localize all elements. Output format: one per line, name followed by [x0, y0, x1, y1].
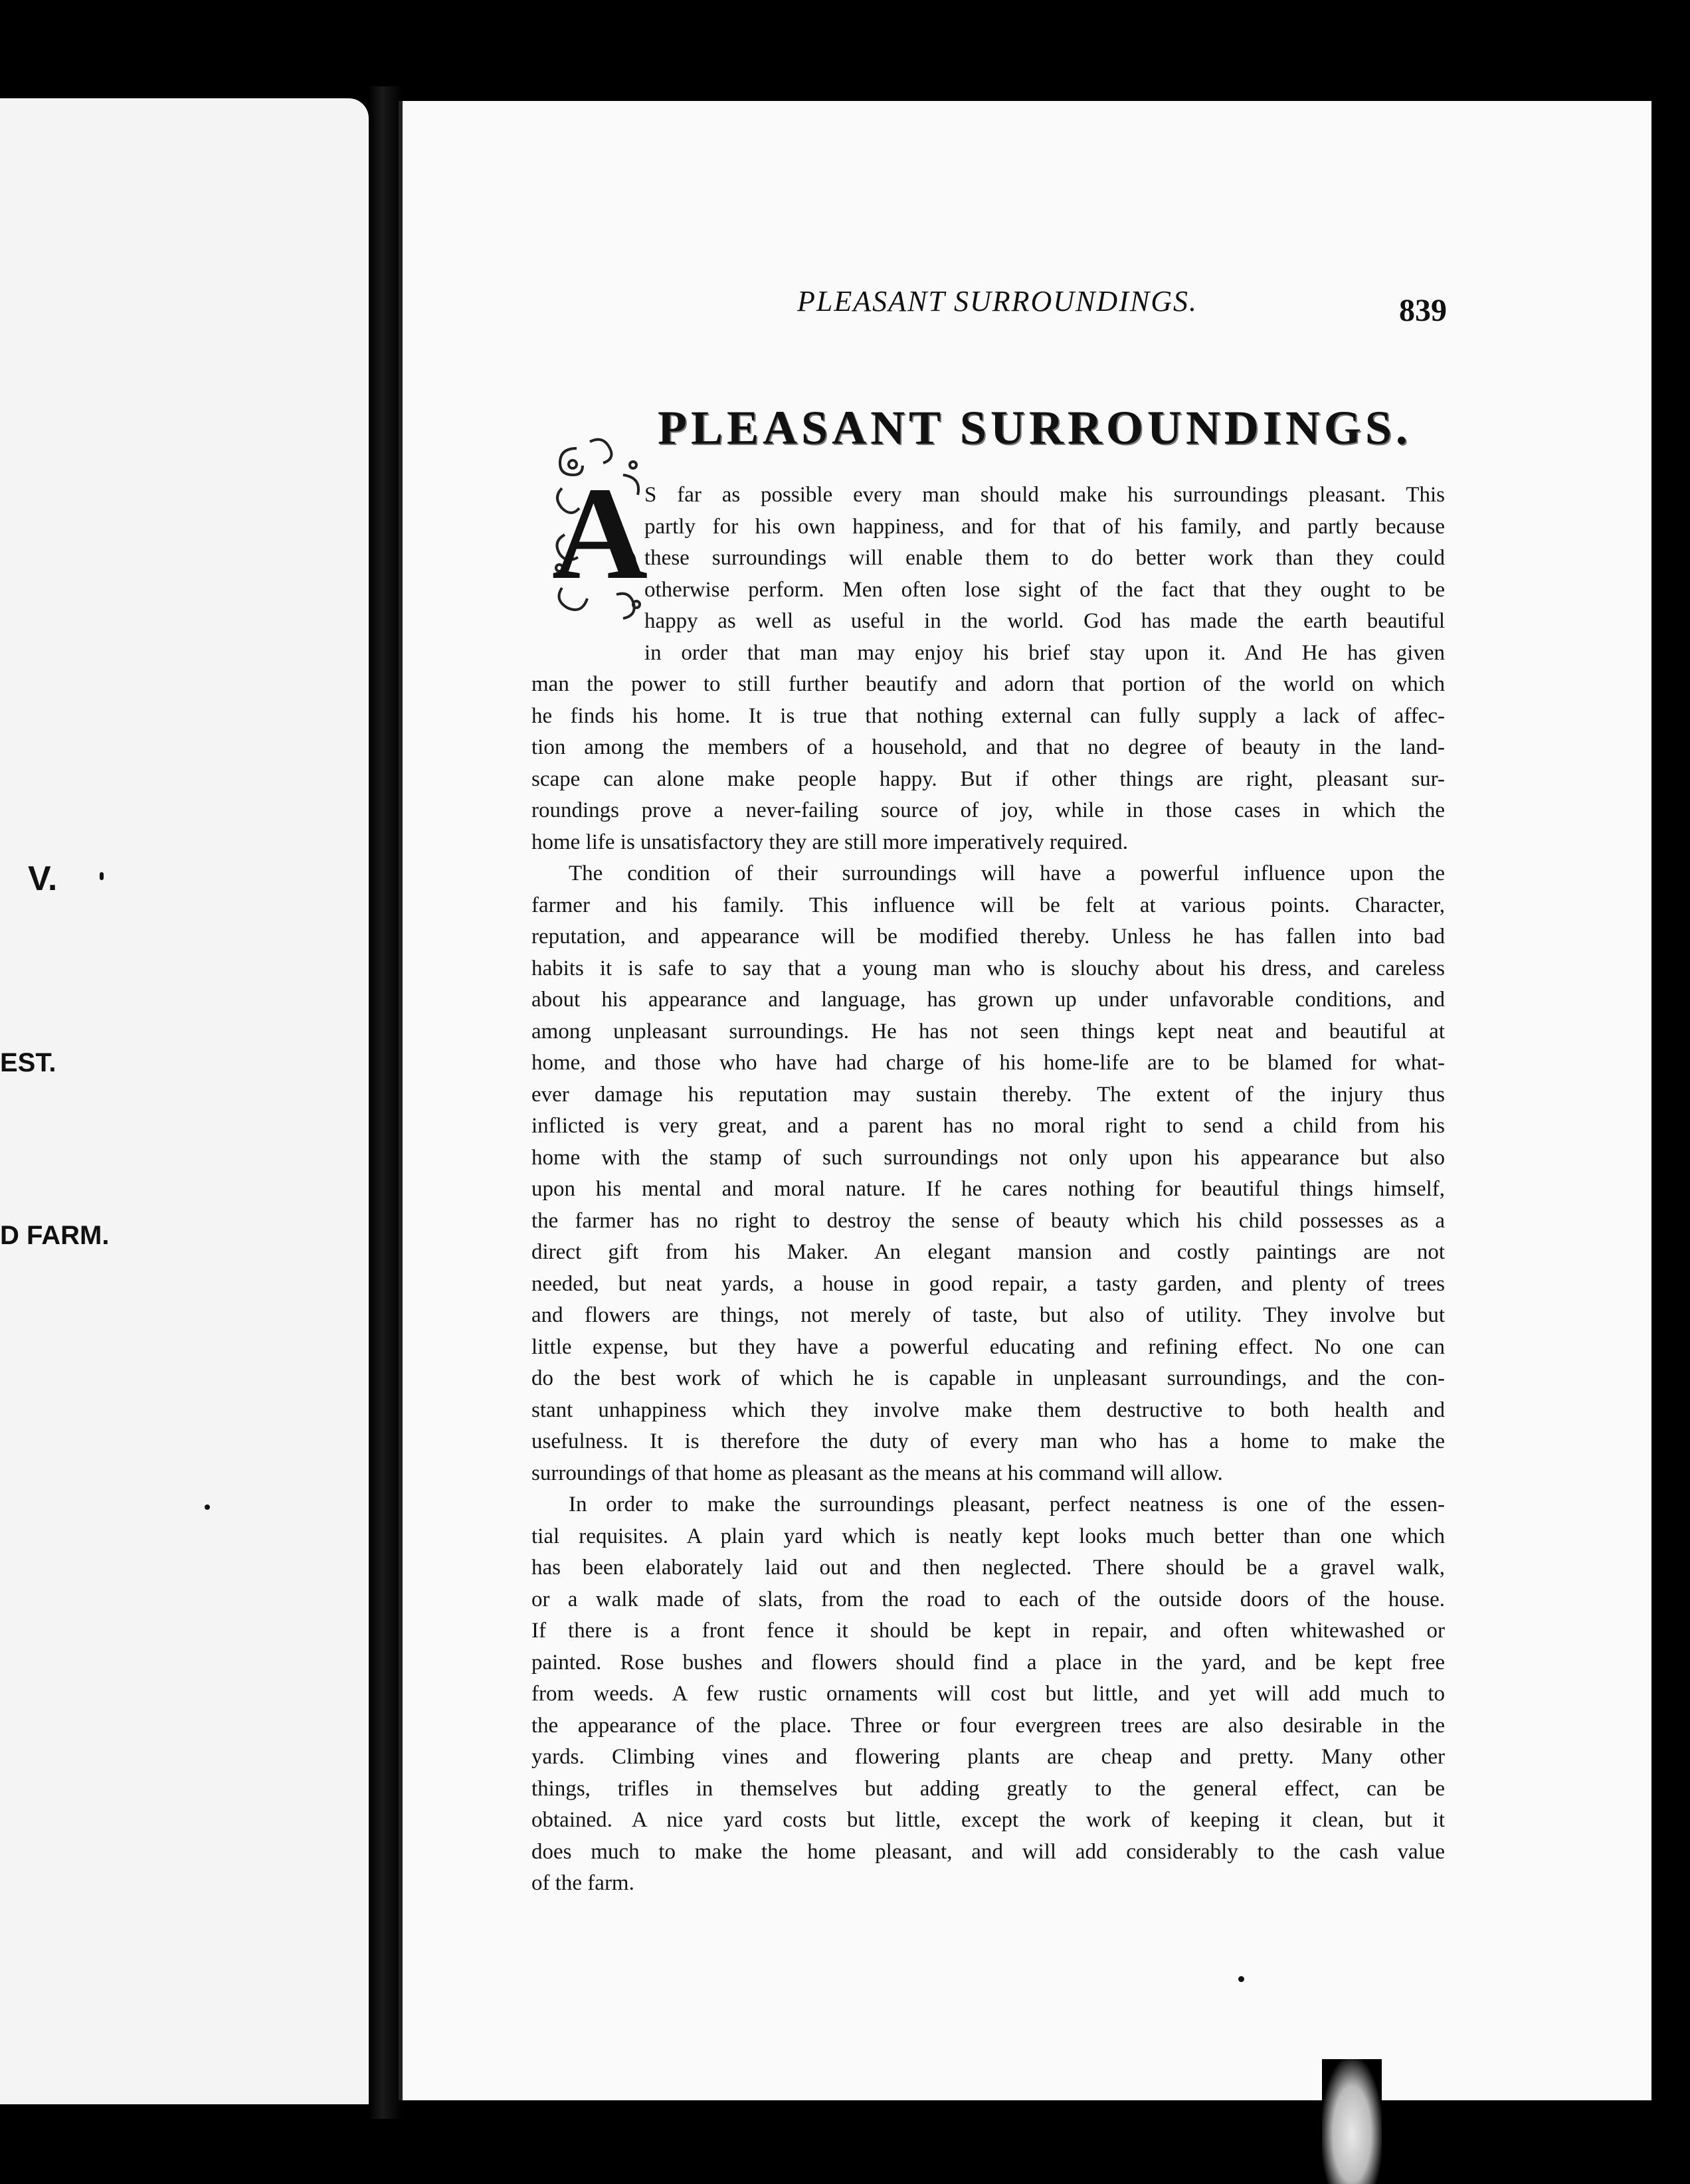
- left-page-fragment-roman: V.: [28, 860, 58, 898]
- text-line: home, and those who have had charge of his home-life are to be blamed for what-: [531, 1051, 1445, 1075]
- text-line: home life is unsatisfactory they are still more imperatively required.: [531, 830, 1129, 854]
- article-body: [531, 480, 1445, 1900]
- running-head: PLEASANT SURROUNDINGS.: [797, 285, 1198, 318]
- text-line: about his appearance and language, has grown up under unfavorable conditions, and: [531, 988, 1445, 1012]
- text-line: the appearance of the place. Three or four evergreen trees are also desirable in the: [531, 1713, 1445, 1738]
- text-line: upon his mental and moral nature. If he cares nothing for beautiful things himself,: [531, 1177, 1445, 1201]
- drop-cap-letter: A: [551, 460, 648, 607]
- text-line: or a walk made of slats, from the road to each of the outside doors of the house.: [531, 1587, 1445, 1611]
- text-line: yards. Climbing vines and flowering plants are cheap and pretty. Many other: [531, 1745, 1445, 1769]
- text-line: things, trifles in themselves but adding greatly to the general effect, can be: [531, 1776, 1445, 1801]
- paragraph: [531, 858, 1445, 1489]
- scan-smudge: [1322, 2059, 1382, 2184]
- text-line: needed, but neat yards, a house in good repair, a tasty garden, and plenty of trees: [531, 1271, 1445, 1296]
- left-page-fragment-est: EST.: [0, 1048, 56, 1077]
- page-number: 839: [1399, 293, 1447, 328]
- text-line: tion among the members of a household, and that no degree of beauty in the land-: [531, 735, 1445, 759]
- text-line: from weeds. A few rustic ornaments will cost but little, and yet will add much to: [531, 1682, 1445, 1706]
- page-speck: [1238, 1976, 1244, 1982]
- text-line: reputation, and appearance will be modified thereby. Unless he has fallen into bad: [531, 925, 1445, 949]
- paragraph: [531, 480, 1445, 858]
- text-line: do the best work of which he is capable in unpleasant surroundings, and the con-: [531, 1366, 1445, 1390]
- left-page-speck: [100, 872, 104, 880]
- text-line: happy as well as useful in the world. God has made the earth beautiful: [644, 609, 1445, 633]
- text-line: and flowers are things, not merely of taste, but also of utility. They involve but: [531, 1303, 1445, 1327]
- text-line: painted. Rose bushes and flowers should find a place in the yard, and be kept free: [531, 1650, 1445, 1675]
- text-line: ever damage his reputation may sustain thereby. The extent of the injury thus: [531, 1082, 1445, 1107]
- text-line: man the power to still further beautify and adorn that portion of the world on which: [531, 672, 1445, 696]
- text-line: he finds his home. It is true that nothing external can fully supply a lack of affec-: [531, 703, 1445, 728]
- chapter-title: PLEASANT SURROUNDINGS.: [658, 401, 1412, 454]
- left-page-speck: [205, 1504, 210, 1510]
- text-line: among unpleasant surroundings. He has not seen things kept neat and beautiful at: [531, 1019, 1445, 1044]
- text-line: surroundings of that home as pleasant as the means at his command will allow.: [531, 1461, 1223, 1485]
- text-line: In order to make the surroundings pleasant, perfect neatness is one of the essen-: [569, 1493, 1445, 1516]
- text-line: habits it is safe to say that a young man who is slouchy about his dress, and careless: [531, 956, 1445, 980]
- text-line: partly for his own happiness, and for that of his family, and partly because: [644, 514, 1445, 539]
- text-line: these surroundings will enable them to do better work than they could: [644, 546, 1445, 570]
- text-line: inflicted is very great, and a parent has no moral right to send a child from his: [531, 1114, 1445, 1138]
- text-line: little expense, but they have a powerful educating and refining effect. No one can: [531, 1334, 1445, 1359]
- text-line: roundings prove a never-failing source of joy, while in those cases in which the: [531, 798, 1445, 822]
- text-line: stant unhappiness which they involve make them destructive to both health and: [531, 1398, 1445, 1422]
- text-line: does much to make the home pleasant, and will add considerably to the cash value: [531, 1839, 1445, 1864]
- text-line: usefulness. It is therefore the duty of every man who has a home to make the: [531, 1429, 1445, 1453]
- left-facing-page: [0, 98, 369, 2104]
- text-line: obtained. A nice yard costs but little, except the work of keeping it clean, but it: [531, 1808, 1445, 1832]
- text-line: scape can alone make people happy. But if other things are right, pleasant sur-: [531, 767, 1445, 791]
- text-line: of the farm.: [531, 1871, 634, 1895]
- paragraph: [531, 1489, 1445, 1900]
- left-page-fragment-farm: D FARM.: [0, 1221, 110, 1250]
- text-line: direct gift from his Maker. An elegant mansion and costly paintings are not: [531, 1240, 1445, 1264]
- book-gutter: [369, 86, 402, 2119]
- text-line: The condition of their surroundings will have a powerful influence upon the: [569, 862, 1445, 885]
- text-line: otherwise perform. Men often lose sight of the fact that they ought to be: [644, 577, 1445, 602]
- text-line: home with the stamp of such surroundings not only upon his appearance but also: [531, 1145, 1445, 1170]
- text-line: in order that man may enjoy his brief stay upon it. And He has given: [644, 640, 1445, 665]
- text-line: the farmer has no right to destroy the sense of beauty which his child possesses as a: [531, 1208, 1445, 1233]
- text-line: S far as possible every man should make his surroundings pleasant. This: [644, 483, 1445, 507]
- text-line: tial requisites. A plain yard which is neatly kept looks much better than one which: [531, 1524, 1445, 1548]
- text-line: farmer and his family. This influence will be felt at various points. Character,: [531, 893, 1445, 917]
- text-line: If there is a front fence it should be kept in repair, and often whitewashed or: [531, 1619, 1445, 1643]
- text-line: has been elaborately laid out and then neglected. There should be a gravel walk,: [531, 1556, 1445, 1580]
